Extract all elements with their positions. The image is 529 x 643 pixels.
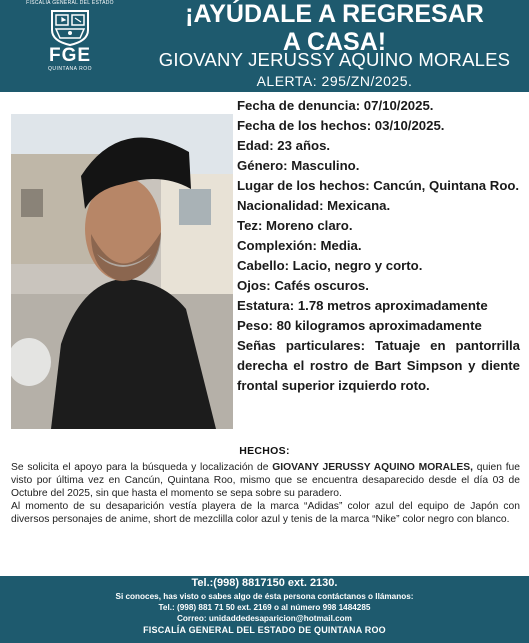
missing-person-name: GIOVANY JERUSSY AQUINO MORALES <box>158 49 511 70</box>
detail-cabello: Cabello: Lacio, negro y corto. <box>237 258 423 273</box>
detail-ojos: Ojos: Cafés oscuros. <box>237 278 369 293</box>
hechos-person-name: GIOVANY JERUSSY AQUINO MORALES, <box>272 462 474 473</box>
detail-estatura: Estatura: 1.78 metros aproximadamente <box>237 298 488 313</box>
hechos-rest: quien fue visto por última vez en Cancún, Quintana Roo, mismo que se encuentra desaparecido desde el día 03 de Octubre del 2025, sin que hasta el momento se sepa sobre su paradero. <box>11 462 521 499</box>
header-banner <box>0 0 529 92</box>
detail-tez: Tez: Moreno claro. <box>237 218 353 233</box>
details-list <box>237 96 520 396</box>
main-phone: Tel.:(998) 8817150 ext. 2130. <box>191 577 338 589</box>
contact-email: Correo: unidaddedesaparicion@hotmail.com <box>177 614 352 623</box>
detail-fecha-denuncia: Fecha de denuncia: 07/10/2025. <box>237 98 434 113</box>
missing-person-photo <box>11 114 233 429</box>
detail-senas: Señas particulares: Tatuaje en pantorrilla derecha el rostro de Bart Simpson y diente frontal superior izquierdo roto. <box>237 338 520 393</box>
logo-top-text: FISCALÍA GENERAL DEL ESTADO <box>26 0 114 6</box>
fge-logo <box>0 0 140 92</box>
detail-genero: Género: Masculino. <box>237 158 360 173</box>
hechos-paragraph-2: Al momento de su desaparición vestía playera de la marca “Adidas” color azul del equipo de Japón con diversos personajes de anime, short de mezclilla color azul y tenis de la marca “Nike” color negro con blanco. <box>11 501 520 525</box>
contact-call-to-action: Si conoces, has visto o sabes algo de ésta persona contáctanos o llámanos: <box>115 592 414 601</box>
headline-line-1: ¡AYÚDALE A REGRESAR <box>185 0 484 28</box>
hechos-heading: HECHOS: <box>239 445 290 457</box>
detail-lugar: Lugar de los hechos: Cancún, Quintana Roo. <box>237 178 520 193</box>
hechos-text <box>11 461 520 526</box>
headline-line-2: A CASA! <box>282 28 387 56</box>
contact-footer <box>0 576 529 643</box>
headline <box>140 0 529 56</box>
contact-phones: Tel.: (998) 881 71 50 ext. 2169 o al número 998 1484285 <box>158 603 371 612</box>
logo-state-text: QUINTANA ROO <box>48 66 92 72</box>
shield-emblem-icon <box>46 8 94 46</box>
detail-peso: Peso: 80 kilogramos aproximadamente <box>237 318 482 333</box>
detail-complexion: Complexión: Media. <box>237 238 362 253</box>
hechos-paragraph-1 <box>11 461 520 500</box>
alert-code: ALERTA: 295/ZN/2025. <box>256 73 413 89</box>
detail-fecha-hechos: Fecha de los hechos: 03/10/2025. <box>237 118 445 133</box>
organization-name: FISCALÍA GENERAL DEL ESTADO DE QUINTANA ROO <box>143 625 386 635</box>
detail-nacionalidad: Nacionalidad: Mexicana. <box>237 198 391 213</box>
detail-edad: Edad: 23 años. <box>237 138 331 153</box>
logo-abbreviation: FGE <box>48 45 92 66</box>
hechos-intro: Se solicita el apoyo para la búsqueda y localización de <box>11 462 273 473</box>
